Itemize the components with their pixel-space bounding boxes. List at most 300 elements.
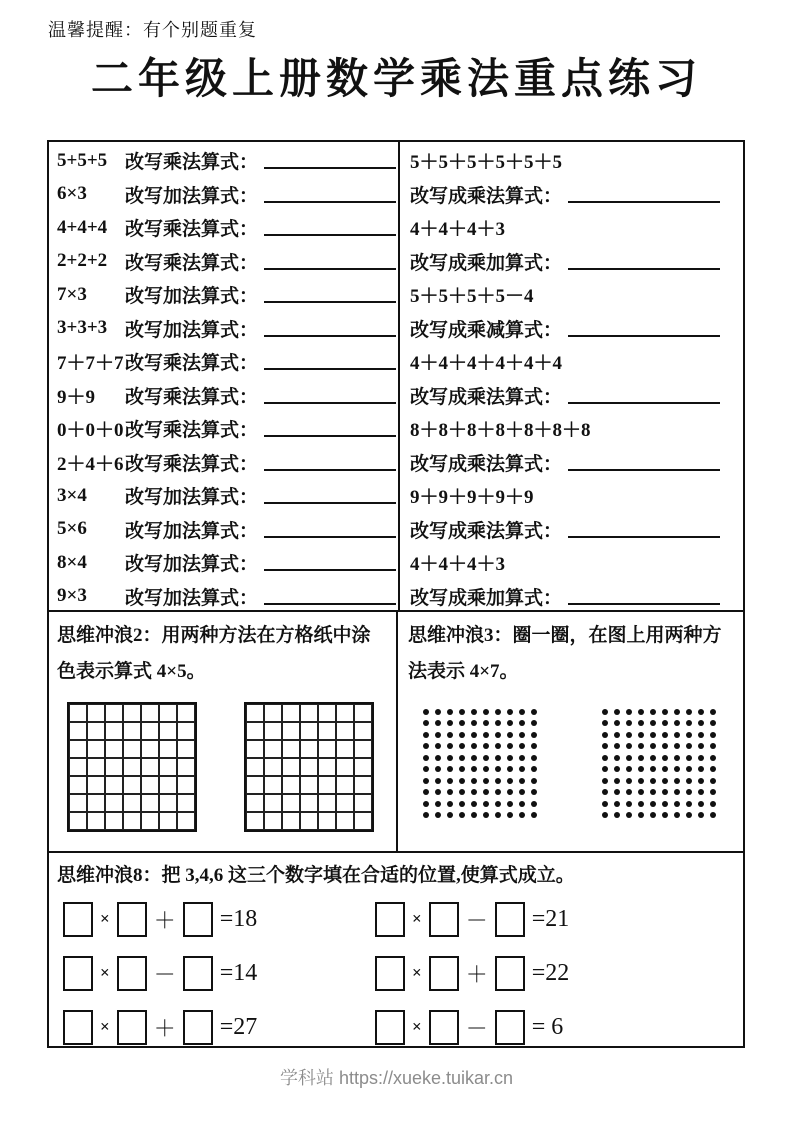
grid-cell[interactable]: [354, 812, 372, 830]
dot: [519, 755, 525, 761]
grid-cell[interactable]: [318, 740, 336, 758]
dot: [423, 755, 429, 761]
dot: [686, 755, 692, 761]
dot-cell: [420, 741, 432, 753]
grid-cell[interactable]: [159, 722, 177, 740]
grid-cell[interactable]: [159, 794, 177, 812]
grid-cell[interactable]: [159, 704, 177, 722]
dot-cell: [456, 775, 468, 787]
dot: [471, 709, 477, 715]
exercise-label: 改写加法算式：: [125, 554, 259, 576]
grid-cell[interactable]: [69, 812, 87, 830]
dot: [435, 732, 441, 738]
dot-cell: [528, 810, 540, 822]
grid-cell[interactable]: [336, 740, 354, 758]
square-grid[interactable]: [244, 702, 374, 832]
answer-blank[interactable]: [264, 387, 396, 404]
dot-cell: [492, 798, 504, 810]
grid-cell[interactable]: [87, 794, 105, 812]
grid-cell[interactable]: [246, 704, 264, 722]
dot: [614, 755, 620, 761]
dot-cell: [504, 798, 516, 810]
dot-cell: [468, 775, 480, 787]
grid-cell[interactable]: [141, 812, 159, 830]
dot-cell: [683, 729, 695, 741]
exercise-row: [57, 446, 392, 480]
dot-cell: [659, 775, 671, 787]
dot-cell: [468, 810, 480, 822]
site-footer: 学科站 https://xueke.tuikar.cn: [279, 1068, 514, 1088]
answer-blank[interactable]: [264, 554, 396, 571]
grid-cell[interactable]: [246, 758, 264, 776]
grid-cell[interactable]: [105, 812, 123, 830]
grid-cell[interactable]: [159, 740, 177, 758]
dot-cell: [432, 775, 444, 787]
grid-cell[interactable]: [264, 794, 282, 812]
grid-cell[interactable]: [141, 704, 159, 722]
grid-cell[interactable]: [123, 776, 141, 794]
answer-blank[interactable]: [264, 286, 396, 303]
dot: [686, 766, 692, 772]
answer-blank[interactable]: [264, 353, 396, 370]
exercise-expression: 5＋5＋5＋5－4: [410, 286, 534, 308]
dot: [435, 709, 441, 715]
exercise-expression: 3+3+3: [57, 317, 108, 339]
dot: [662, 732, 668, 738]
grid-cell[interactable]: [123, 704, 141, 722]
exercise-expression-row: [410, 278, 737, 312]
exercise-label: 改写乘法算式：: [125, 353, 259, 375]
exercise-row: [57, 379, 392, 413]
grid-cell[interactable]: [105, 758, 123, 776]
grid-cell[interactable]: [336, 812, 354, 830]
exercise-expression: 5×6: [57, 518, 87, 540]
grid-cell[interactable]: [141, 776, 159, 794]
dot: [626, 789, 632, 795]
dot-cell: [647, 706, 659, 718]
grid-cell[interactable]: [69, 722, 87, 740]
fill-box[interactable]: [183, 956, 213, 991]
dot-cell: [480, 741, 492, 753]
fill-box[interactable]: [495, 956, 525, 991]
dot: [662, 801, 668, 807]
answer-blank[interactable]: [568, 320, 720, 337]
grid-cell[interactable]: [123, 794, 141, 812]
grid-cell[interactable]: [69, 740, 87, 758]
grid-cell[interactable]: [87, 722, 105, 740]
dot-cell: [480, 764, 492, 776]
dot: [447, 743, 453, 749]
exercise-row: [57, 479, 392, 513]
grid-cell[interactable]: [69, 794, 87, 812]
fill-box[interactable]: [63, 1010, 93, 1045]
dot: [447, 801, 453, 807]
grid-cell[interactable]: [246, 776, 264, 794]
dot: [507, 709, 513, 715]
grid-cell[interactable]: [318, 776, 336, 794]
dot: [459, 778, 465, 784]
grid-cell[interactable]: [141, 740, 159, 758]
dot: [435, 720, 441, 726]
dot-cell: [468, 706, 480, 718]
exercise-label: 改写加法算式：: [125, 487, 259, 509]
dot-cell: [623, 775, 635, 787]
grid-cell[interactable]: [300, 794, 318, 812]
fill-box[interactable]: [375, 956, 405, 991]
exercise-label: 改写成乘法算式：: [410, 453, 563, 475]
grid-cell[interactable]: [246, 812, 264, 830]
dot: [423, 766, 429, 772]
dot-cell: [480, 752, 492, 764]
exercise-expression-row: [410, 211, 737, 245]
dot: [614, 801, 620, 807]
grid-cell[interactable]: [282, 776, 300, 794]
dot: [674, 709, 680, 715]
grid-cell[interactable]: [177, 758, 195, 776]
dot-cell: [623, 764, 635, 776]
dot-cell: [492, 810, 504, 822]
dot-cell: [516, 787, 528, 799]
dot-cell: [659, 706, 671, 718]
dot-cell: [623, 741, 635, 753]
grid-cell[interactable]: [354, 722, 372, 740]
dot-cell: [480, 798, 492, 810]
dot-cell: [659, 810, 671, 822]
grid-cell[interactable]: [318, 704, 336, 722]
dot: [626, 755, 632, 761]
grid-cell[interactable]: [159, 758, 177, 776]
grid-cell[interactable]: [177, 740, 195, 758]
exercise-expression: 7＋7＋7: [57, 353, 124, 375]
answer-blank[interactable]: [264, 253, 396, 270]
fill-box[interactable]: [495, 1010, 525, 1045]
dot-cell: [456, 764, 468, 776]
exercise-expression: 2＋4＋6: [57, 453, 124, 475]
grid-cell[interactable]: [264, 776, 282, 794]
dot-cell: [492, 775, 504, 787]
fill-box[interactable]: [495, 902, 525, 937]
dot-cell: [635, 752, 647, 764]
dot-cell: [683, 764, 695, 776]
exercise-expression-row: [410, 412, 737, 446]
fill-box[interactable]: [117, 902, 147, 937]
exercise-label: 改写成乘减算式：: [410, 319, 563, 341]
grid-cell[interactable]: [141, 722, 159, 740]
grid-cell[interactable]: [123, 740, 141, 758]
dot: [459, 720, 465, 726]
dot-cell: [683, 810, 695, 822]
grid-cell[interactable]: [282, 722, 300, 740]
dot-cell: [647, 798, 659, 810]
fill-box[interactable]: [429, 956, 459, 991]
grid-cell[interactable]: [282, 704, 300, 722]
grid-cell[interactable]: [300, 722, 318, 740]
answer-blank[interactable]: [264, 186, 396, 203]
dot-cell: [456, 752, 468, 764]
equation-row: [375, 954, 569, 992]
fill-box[interactable]: [63, 956, 93, 991]
dot: [662, 812, 668, 818]
dot-cell: [480, 718, 492, 730]
answer-blank[interactable]: [568, 387, 720, 404]
equation-result: =22: [531, 959, 570, 986]
dot: [662, 743, 668, 749]
operator-sign: －: [465, 1015, 488, 1041]
grid-cell[interactable]: [336, 722, 354, 740]
answer-blank[interactable]: [568, 588, 720, 605]
dot-grid[interactable]: [599, 706, 719, 821]
dot: [686, 789, 692, 795]
grid-cell[interactable]: [246, 794, 264, 812]
grid-cell[interactable]: [123, 758, 141, 776]
dot: [602, 801, 608, 807]
dot-cell: [611, 752, 623, 764]
answer-blank[interactable]: [264, 420, 396, 437]
grid-cell[interactable]: [336, 776, 354, 794]
dot: [614, 766, 620, 772]
dot-cell: [456, 718, 468, 730]
grid-cell[interactable]: [264, 812, 282, 830]
grid-cell[interactable]: [69, 758, 87, 776]
grid-cell[interactable]: [141, 794, 159, 812]
dot: [674, 766, 680, 772]
grid-cell[interactable]: [300, 740, 318, 758]
grid-cell[interactable]: [105, 776, 123, 794]
dot-cell: [647, 718, 659, 730]
dot: [662, 766, 668, 772]
grid-cell[interactable]: [318, 794, 336, 812]
dot-cell: [659, 741, 671, 753]
dot-cell: [420, 764, 432, 776]
exercise-row: [57, 211, 392, 245]
grid-cell[interactable]: [354, 740, 372, 758]
dot: [626, 812, 632, 818]
dot-cell: [528, 764, 540, 776]
grid-cell[interactable]: [300, 758, 318, 776]
grid-cell[interactable]: [282, 812, 300, 830]
dot: [662, 789, 668, 795]
dot: [531, 812, 537, 818]
grid-cell[interactable]: [246, 740, 264, 758]
fill-box[interactable]: [429, 1010, 459, 1045]
answer-blank[interactable]: [568, 186, 720, 203]
dot: [507, 778, 513, 784]
grid-cell[interactable]: [300, 812, 318, 830]
answer-blank[interactable]: [264, 320, 396, 337]
grid-cell[interactable]: [159, 812, 177, 830]
dot: [674, 778, 680, 784]
exercise-column-right: [400, 142, 743, 610]
dot: [674, 720, 680, 726]
grid-cell[interactable]: [318, 758, 336, 776]
fill-box[interactable]: [375, 1010, 405, 1045]
dot: [483, 755, 489, 761]
thinking8-title: 思维冲浪8：把 3,4,6 这三个数字填在合适的位置,使算式成立。: [57, 865, 575, 886]
grid-cell[interactable]: [69, 704, 87, 722]
dot-cell: [528, 741, 540, 753]
grid-cell[interactable]: [87, 740, 105, 758]
dot-cell: [504, 752, 516, 764]
grid-cell[interactable]: [105, 740, 123, 758]
fill-box[interactable]: [429, 902, 459, 937]
dot: [531, 755, 537, 761]
answer-blank[interactable]: [264, 487, 396, 504]
fill-box[interactable]: [375, 902, 405, 937]
answer-blank[interactable]: [264, 152, 396, 169]
answer-blank[interactable]: [568, 253, 720, 270]
dot: [686, 801, 692, 807]
equation-result: =14: [219, 959, 258, 986]
dot-cell: [671, 729, 683, 741]
times-sign: ×: [100, 1017, 110, 1036]
answer-blank[interactable]: [264, 521, 396, 538]
dot-cell: [456, 706, 468, 718]
dot-cell: [671, 810, 683, 822]
grid-cell[interactable]: [177, 722, 195, 740]
answer-blank[interactable]: [568, 454, 720, 471]
square-grid[interactable]: [67, 702, 197, 832]
dot-cell: [444, 752, 456, 764]
grid-cell[interactable]: [354, 794, 372, 812]
dot: [483, 812, 489, 818]
dot-cell: [671, 764, 683, 776]
dot-grid[interactable]: [420, 706, 540, 821]
exercise-row: [57, 178, 392, 212]
grid-cell[interactable]: [354, 704, 372, 722]
grid-cell[interactable]: [123, 812, 141, 830]
grid-cell[interactable]: [87, 812, 105, 830]
exercise-expression: 7×3: [57, 283, 87, 305]
grid-cell[interactable]: [177, 812, 195, 830]
grid-cell[interactable]: [336, 704, 354, 722]
grid-cell[interactable]: [318, 812, 336, 830]
answer-blank[interactable]: [568, 521, 720, 538]
dot: [710, 778, 716, 784]
grid-cell[interactable]: [354, 758, 372, 776]
grid-cell[interactable]: [177, 794, 195, 812]
exercise-label: 改写成乘加算式：: [410, 587, 563, 609]
dot: [531, 801, 537, 807]
grid-cell[interactable]: [336, 794, 354, 812]
dot-cell: [671, 798, 683, 810]
dot-cell: [504, 764, 516, 776]
grid-cell[interactable]: [87, 758, 105, 776]
grid-cell[interactable]: [141, 758, 159, 776]
grid-cell[interactable]: [318, 722, 336, 740]
dot-cell: [695, 787, 707, 799]
grid-cell[interactable]: [264, 758, 282, 776]
grid-cell[interactable]: [105, 794, 123, 812]
dot: [483, 778, 489, 784]
fill-box[interactable]: [183, 902, 213, 937]
dot-cell: [492, 718, 504, 730]
fill-box[interactable]: [63, 902, 93, 937]
dot: [531, 766, 537, 772]
grid-cell[interactable]: [336, 758, 354, 776]
dot-cell: [635, 787, 647, 799]
fill-box[interactable]: [117, 1010, 147, 1045]
dot: [638, 789, 644, 795]
dot-cell: [432, 798, 444, 810]
exercise-expression: 5＋5＋5＋5＋5＋5: [410, 152, 563, 174]
grid-cell[interactable]: [264, 740, 282, 758]
grid-cell[interactable]: [246, 722, 264, 740]
equation-row: [63, 1008, 375, 1046]
dot: [435, 789, 441, 795]
grid-cell[interactable]: [123, 722, 141, 740]
dot-cell: [444, 798, 456, 810]
grid-cell[interactable]: [264, 722, 282, 740]
dot-cell: [516, 810, 528, 822]
exercise-label: 改写乘法算式：: [125, 386, 259, 408]
dot-cell: [707, 764, 719, 776]
dot: [471, 720, 477, 726]
thinking2-title: 思维冲浪2：用两种方法在方格纸中涂色表示算式 4×5。: [57, 625, 371, 682]
dot: [626, 801, 632, 807]
grid-cell[interactable]: [69, 776, 87, 794]
dot-cell: [671, 787, 683, 799]
grid-cell[interactable]: [300, 704, 318, 722]
grid-cell[interactable]: [177, 704, 195, 722]
exercise-label-row: [410, 446, 737, 480]
dot: [674, 801, 680, 807]
grid-cell[interactable]: [105, 704, 123, 722]
dot-cell: [599, 741, 611, 753]
dot: [698, 778, 704, 784]
dot-cell: [599, 764, 611, 776]
dot-cell: [695, 741, 707, 753]
dot: [495, 789, 501, 795]
grid-cell[interactable]: [87, 776, 105, 794]
dot-cell: [444, 775, 456, 787]
grid-cell[interactable]: [282, 794, 300, 812]
dot: [507, 789, 513, 795]
fill-box[interactable]: [117, 956, 147, 991]
answer-blank[interactable]: [264, 219, 396, 236]
exercise-expression: 4+4+4: [57, 216, 108, 238]
dot: [662, 778, 668, 784]
answer-blank[interactable]: [264, 588, 396, 605]
answer-blank[interactable]: [264, 454, 396, 471]
grid-cell[interactable]: [87, 704, 105, 722]
operator-sign: －: [153, 961, 176, 987]
dot-cell: [480, 729, 492, 741]
grid-cell[interactable]: [282, 740, 300, 758]
dot: [507, 755, 513, 761]
exercise-row: [57, 345, 392, 379]
grid-cell[interactable]: [354, 776, 372, 794]
dot-cell: [480, 775, 492, 787]
operator-sign: ＋: [465, 961, 488, 987]
dot: [459, 709, 465, 715]
dot: [423, 789, 429, 795]
grid-cell[interactable]: [105, 722, 123, 740]
operator-sign: ＋: [153, 1015, 176, 1041]
grid-cell[interactable]: [300, 776, 318, 794]
grid-cell[interactable]: [264, 704, 282, 722]
grid-cell[interactable]: [282, 758, 300, 776]
dot-cell: [659, 764, 671, 776]
dot: [459, 801, 465, 807]
grid-cell[interactable]: [159, 776, 177, 794]
grid-cell[interactable]: [177, 776, 195, 794]
dot-cell: [480, 787, 492, 799]
dot: [519, 720, 525, 726]
fill-box[interactable]: [183, 1010, 213, 1045]
dot: [614, 778, 620, 784]
dot-cell: [504, 810, 516, 822]
exercise-label-row: [410, 312, 737, 346]
